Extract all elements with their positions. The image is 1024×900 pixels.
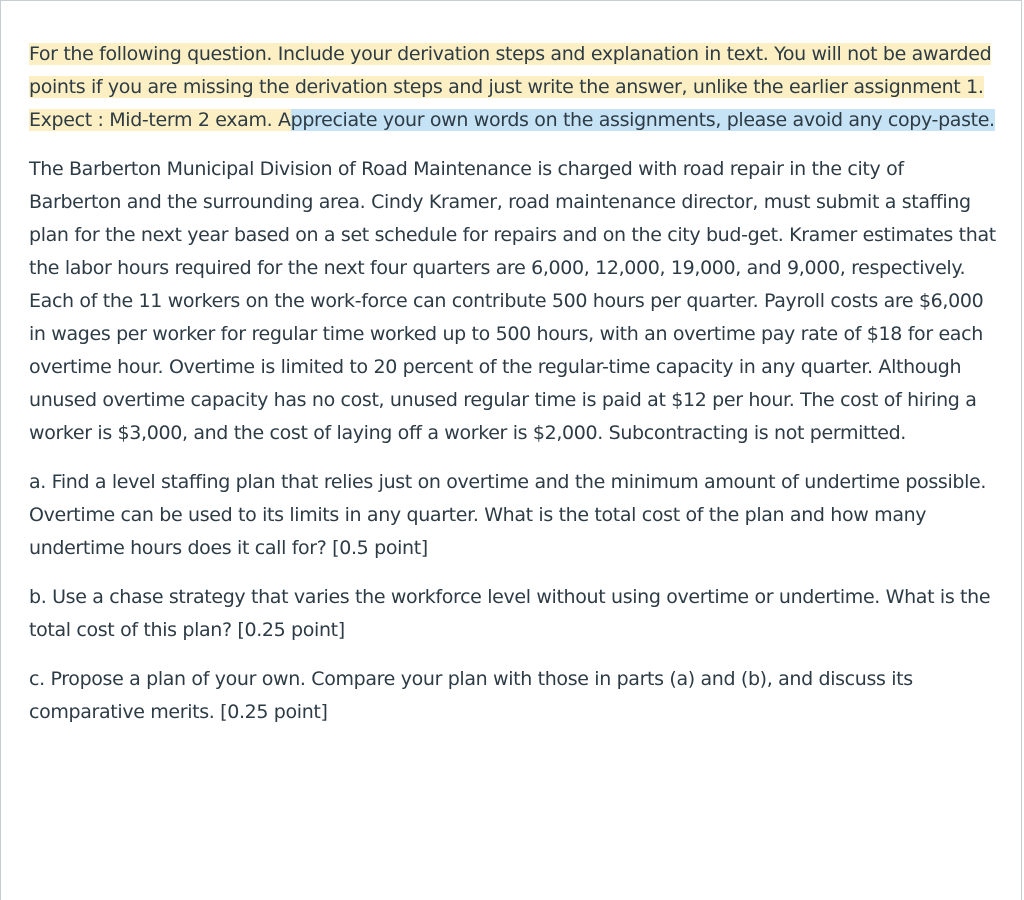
problem-statement: The Barberton Municipal Division of Road Maintenance is charged with road repair in the city of Barberton and the surrounding area. Cindy Kramer, road maintenance director, must submit a staffing plan for the next year based on a set schedule for repairs and on the city bud-get. Kramer estimates that the labor hours required for the next four quarters are 6,000, 12,000, 19,000, and 9,000, respectively. Each of the 11 workers on the work-force can contribute 500 hours per quarter. Payroll costs are $6,000 in wages per worker for regular time worked up to 500 hours, with an overtime pay rate of $18 for each overtime hour. Overtime is limited to 20 percent of the regular-time capacity in any quarter. Although unused overtime capacity has no cost, unused regular time is paid at $12 per hour. The cost of hiring a worker is $3,000, and the cost of laying off a worker is $2,000. Subcontracting is not permitted. bbox=[29, 158, 996, 444]
question-a: a. Find a level staffing plan that relies just on overtime and the minimum amount of undertime possible. Overtime can be used to its limits in any quarter. What is the total cost of the plan and how many undertime hours does it call for? [0.5 point] bbox=[29, 471, 987, 559]
question-c: c. Propose a plan of your own. Compare your plan with those in parts (a) and (b), and discuss its comparative merits. [0.25 point] bbox=[29, 668, 913, 723]
question-b: b. Use a chase strategy that varies the workforce level without using overtime or undertime. What is the total cost of this plan? [0.25 point] bbox=[29, 586, 991, 641]
highlight-blue: ppreciate your own words on the assignments, please avoid any copy-paste. bbox=[290, 109, 995, 131]
highlight-yellow: For the following question. Include your derivation steps and explanation in text. You will not be awarded points if you are missing the derivation steps and just write the answer, unlike the earlier assignment 1. Expect : Mid-term 2 exam. A bbox=[29, 43, 992, 131]
instructions-paragraph bbox=[29, 38, 999, 137]
question-content bbox=[29, 38, 999, 745]
